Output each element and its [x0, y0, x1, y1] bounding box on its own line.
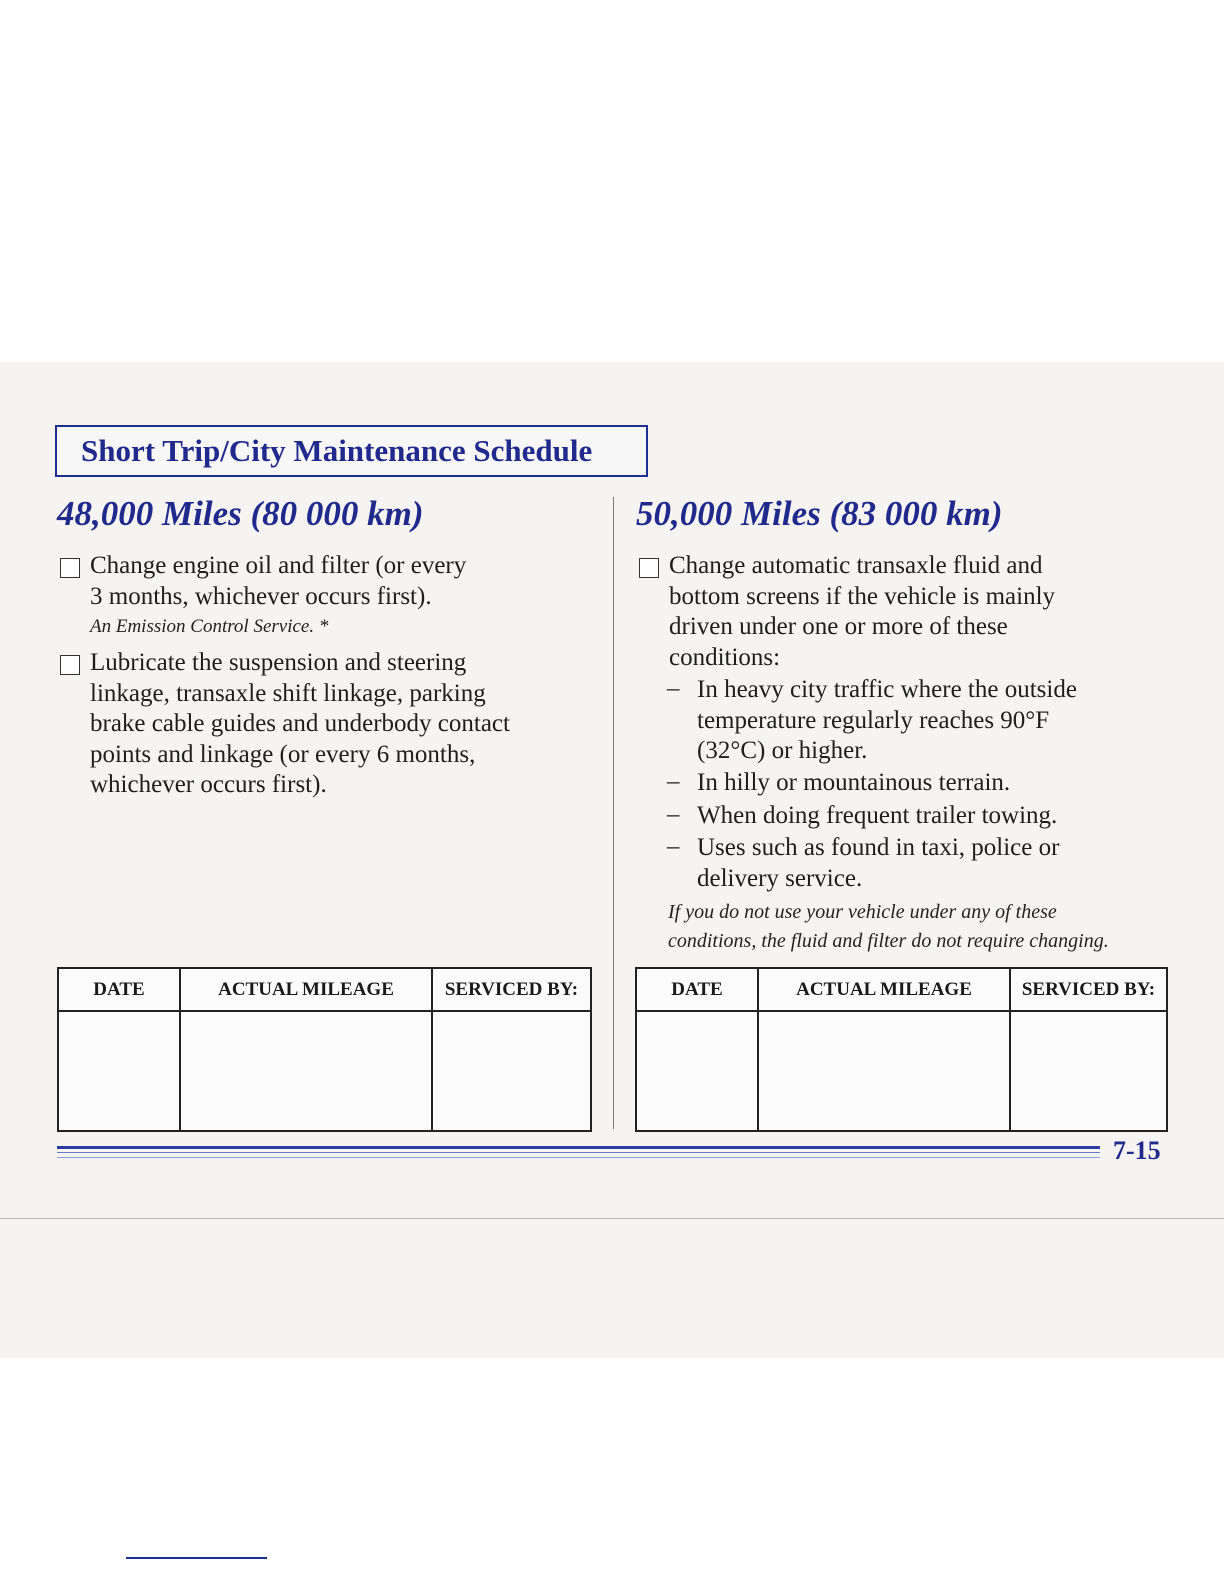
condition-4	[697, 833, 1197, 894]
condition-3	[697, 801, 1197, 832]
left-service-table	[57, 967, 592, 1132]
footnote-line-1: If you do not use your vehicle under any of these	[668, 901, 1057, 923]
mileage-cell[interactable]	[758, 1011, 1010, 1131]
table-header-serviced-by: SERVICED BY:	[1010, 968, 1167, 1011]
dash-bullet: –	[667, 801, 680, 828]
serviced-by-cell[interactable]	[432, 1011, 591, 1131]
condition-4-line-1: Uses such as found in taxi, police or	[697, 834, 1060, 861]
condition-1-line-2: temperature regularly reaches 90°F	[697, 706, 1050, 734]
checkbox-transaxle-fluid[interactable]	[639, 558, 659, 578]
schedule-title-box	[55, 425, 648, 477]
schedule-title: Short Trip/City Maintenance Schedule	[81, 433, 593, 468]
left-item-1	[90, 551, 590, 612]
checkbox-oil-change[interactable]	[60, 558, 80, 578]
table-header-serviced-by: SERVICED BY:	[432, 968, 591, 1011]
footnote-line-2: conditions, the fluid and filter do not require changing.	[668, 930, 1109, 952]
right-heading: 50,000 Miles (83 000 km)	[636, 494, 1003, 533]
table-header-mileage: ACTUAL MILEAGE	[758, 968, 1010, 1011]
serviced-by-cell[interactable]	[1010, 1011, 1167, 1131]
right-service-table	[635, 967, 1168, 1132]
right-item-line-3: driven under one or more of these	[669, 613, 1008, 640]
column-divider	[613, 497, 614, 1129]
condition-1-line-3: (32°C) or higher.	[697, 737, 868, 764]
page-number: 7-15	[1113, 1136, 1161, 1165]
mileage-cell[interactable]	[180, 1011, 432, 1131]
condition-2	[697, 768, 1197, 799]
left-item-2-line-5: whichever occurs first).	[90, 771, 327, 798]
left-item-2-line-4: points and linkage (or every 6 months,	[90, 740, 476, 768]
left-heading: 48,000 Miles (80 000 km)	[57, 494, 424, 533]
condition-1-line-1: In heavy city traffic where the outside	[697, 676, 1077, 703]
left-item-2-line-3: brake cable guides and underbody contact	[90, 710, 510, 737]
condition-1	[697, 675, 1197, 767]
footer-rule-thin	[57, 1157, 1100, 1158]
table-row	[58, 1011, 591, 1131]
date-cell[interactable]	[636, 1011, 758, 1131]
dash-bullet: –	[667, 675, 680, 702]
left-item-1-line-2: 3 months, whichever occurs first).	[90, 582, 432, 610]
table-header-row	[58, 968, 591, 1011]
left-item-1-line-1: Change engine oil and filter (or every	[90, 552, 467, 579]
table-header-mileage: ACTUAL MILEAGE	[180, 968, 432, 1011]
footnote	[668, 898, 1170, 956]
table-header-row	[636, 968, 1167, 1011]
footer-rule-thick	[57, 1146, 1100, 1149]
condition-3-line-1: When doing frequent trailer towing.	[697, 802, 1058, 829]
emission-note: An Emission Control Service. *	[90, 616, 329, 637]
footer-rule-thin	[57, 1152, 1100, 1153]
table-header-date: DATE	[58, 968, 180, 1011]
right-item-1	[669, 551, 1189, 673]
dash-bullet: –	[667, 833, 680, 860]
condition-4-line-2: delivery service.	[697, 864, 863, 892]
right-item-line-4: conditions:	[669, 643, 781, 671]
dash-bullet: –	[667, 768, 680, 795]
checkbox-lubricate[interactable]	[60, 655, 80, 675]
band-bottom-rule	[0, 1218, 1224, 1219]
right-item-line-2: bottom screens if the vehicle is mainly	[669, 582, 1056, 610]
condition-2-line-1: In hilly or mountainous terrain.	[697, 769, 1011, 796]
table-header-date: DATE	[636, 968, 758, 1011]
bottom-link-underline[interactable]	[126, 1557, 267, 1559]
right-item-line-1: Change automatic transaxle fluid and	[669, 552, 1043, 579]
date-cell[interactable]	[58, 1011, 180, 1131]
table-row	[636, 1011, 1167, 1131]
left-item-2-line-1: Lubricate the suspension and steering	[90, 649, 467, 676]
left-item-2	[90, 648, 600, 801]
left-item-2-line-2: linkage, transaxle shift linkage, parking	[90, 679, 486, 707]
